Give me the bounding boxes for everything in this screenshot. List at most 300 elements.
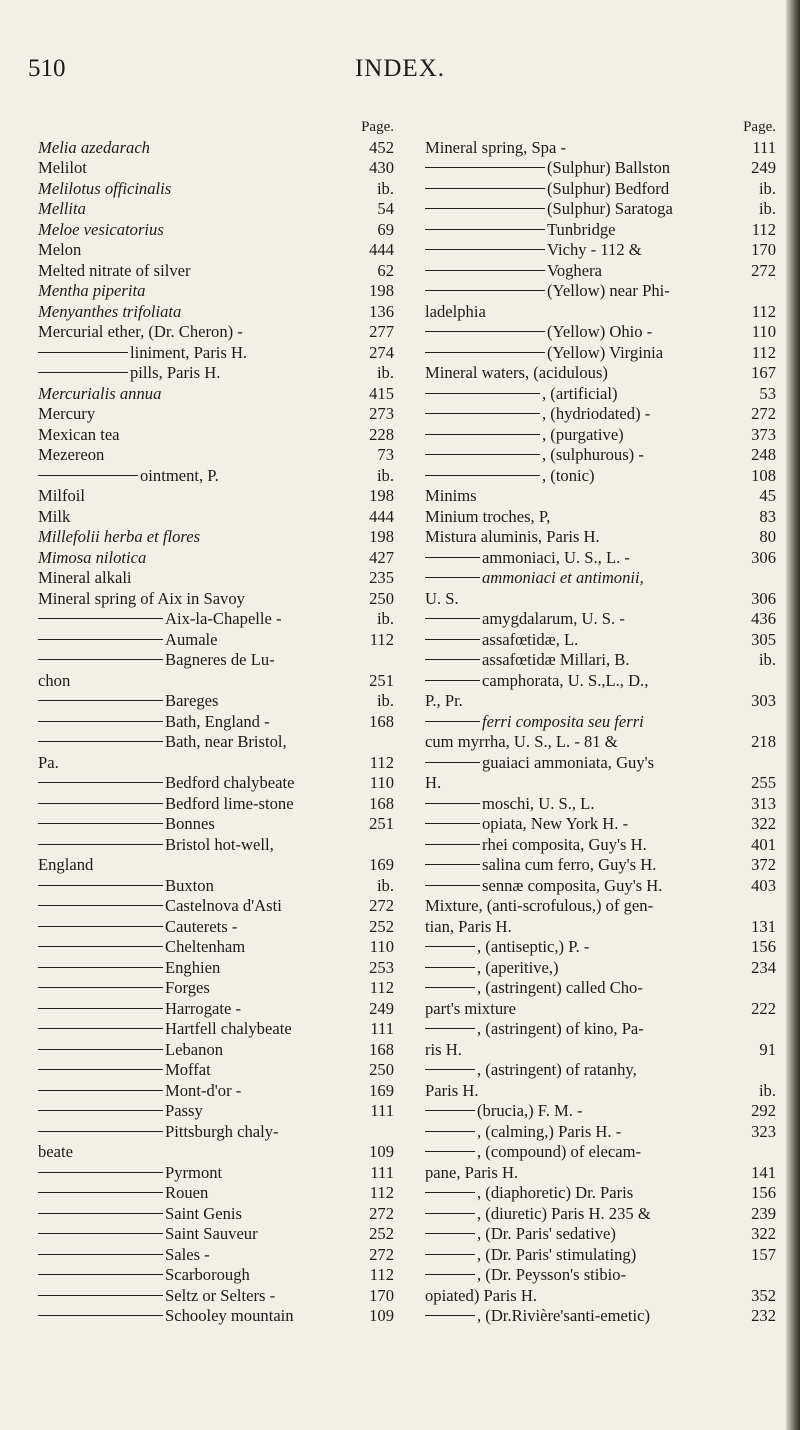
- ditto-rule: [38, 1131, 163, 1132]
- entry-text: , (diuretic) Paris H. 235 &: [477, 1203, 651, 1223]
- entry-text: Bedford lime-stone: [165, 793, 294, 813]
- entry-page: 169: [369, 855, 394, 874]
- entry-text: (Yellow) Ohio -: [547, 322, 653, 341]
- page-header: [20, 55, 780, 95]
- index-entry: [38, 876, 394, 897]
- entry-text: Menyanthes trifoliata: [38, 301, 182, 321]
- index-entry: [38, 466, 394, 487]
- entry-text: assafœtidæ, L.: [482, 629, 579, 649]
- index-entry: [425, 384, 776, 405]
- entry-page: 306: [751, 588, 776, 608]
- entry-text: Cauterets -: [165, 916, 238, 936]
- entry-page: 111: [370, 1162, 394, 1182]
- entry-text: , (Dr.Rivière'santi-emetic): [477, 1306, 651, 1325]
- entry-page: 198: [369, 527, 394, 546]
- ditto-rule: [38, 1028, 163, 1029]
- entry-page: 239: [751, 1203, 776, 1223]
- ditto-rule: [425, 557, 480, 558]
- index-entry: [425, 1245, 776, 1266]
- entry-page: 255: [751, 773, 776, 792]
- index-entry: [38, 158, 394, 179]
- index-entry: [425, 712, 776, 733]
- entry-page: 228: [369, 424, 394, 444]
- entry-text: Lebanon: [165, 1039, 224, 1059]
- index-entry: [38, 630, 394, 651]
- index-entry: [425, 978, 776, 999]
- entry-text: pills, Paris H.: [130, 363, 221, 382]
- index-entry: [38, 404, 394, 425]
- index-entry: [425, 343, 776, 364]
- index-entry: [38, 445, 394, 466]
- index-entry: [38, 240, 394, 261]
- index-entry: [425, 1306, 776, 1327]
- entry-text: Harrogate -: [165, 998, 242, 1018]
- ditto-rule: [38, 905, 163, 906]
- entry-page: 141: [751, 1162, 776, 1182]
- entry-page: 112: [369, 1265, 394, 1284]
- entry-text: Mentha piperita: [38, 281, 146, 300]
- index-entry: [38, 937, 394, 958]
- entry-text: Voghera: [547, 260, 602, 280]
- entry-text: , (astringent) called Cho-: [477, 978, 643, 997]
- ditto-rule: [38, 844, 163, 845]
- entry-text: (Yellow) Virginia: [547, 342, 664, 362]
- index-entry: [38, 855, 394, 876]
- entry-page: 322: [751, 1224, 776, 1243]
- entry-page: 234: [751, 957, 776, 977]
- index-entry: [38, 814, 394, 835]
- entry-page: 436: [751, 609, 776, 628]
- ditto-rule: [425, 987, 475, 988]
- index-entry: [38, 835, 394, 856]
- entry-page: 373: [751, 424, 776, 444]
- entry-page: 109: [369, 1306, 394, 1325]
- ditto-rule: [425, 167, 545, 168]
- entry-page: 250: [369, 1060, 394, 1079]
- ditto-rule: [425, 680, 480, 681]
- ditto-rule: [425, 1028, 475, 1029]
- entry-text: rhei composita, Guy's H.: [482, 834, 647, 854]
- index-entry: [38, 1224, 394, 1245]
- index-entry: [38, 568, 394, 589]
- entry-text: , (antiseptic,) P. -: [477, 937, 590, 956]
- entry-page: 156: [751, 937, 776, 956]
- entry-text: Mistura aluminis, Paris H.: [425, 527, 600, 546]
- entry-text: Millefolii herba et flores: [38, 527, 201, 546]
- entry-page: ib.: [758, 1080, 776, 1100]
- entry-page: 198: [369, 281, 394, 300]
- left-column: [38, 117, 394, 1327]
- ditto-rule: [425, 188, 545, 189]
- entry-page: ib.: [376, 178, 394, 198]
- entry-page: 54: [377, 199, 394, 218]
- ditto-rule: [425, 577, 480, 578]
- ditto-rule: [425, 208, 545, 209]
- entry-page: 415: [369, 383, 394, 403]
- index-entry: [38, 363, 394, 384]
- entry-text: Mercury: [38, 404, 96, 423]
- index-entry: [38, 1060, 394, 1081]
- entry-text: Paris H.: [425, 1080, 479, 1100]
- index-entry: [425, 261, 776, 282]
- ditto-rule: [425, 393, 540, 394]
- index-entry: [425, 302, 776, 323]
- entry-text: (Sulphur) Bedford: [547, 178, 670, 198]
- index-entry: [425, 1224, 776, 1245]
- ditto-rule: [425, 352, 545, 353]
- entry-text: Meloe vesicatorius: [38, 219, 164, 239]
- ditto-rule: [425, 618, 480, 619]
- entry-text: Bareges: [165, 691, 219, 710]
- entry-text: , (calming,) Paris H. -: [477, 1121, 622, 1141]
- entry-page: 251: [369, 814, 394, 833]
- entry-text: Mineral spring, Spa -: [425, 137, 567, 157]
- entry-page: 253: [369, 957, 394, 977]
- index-entry: [38, 179, 394, 200]
- ditto-rule: [425, 1254, 475, 1255]
- index-entry: [425, 1101, 776, 1122]
- entry-text: Mellita: [38, 199, 86, 218]
- ditto-rule: [425, 659, 480, 660]
- entry-page: 250: [369, 588, 394, 608]
- index-entry: [38, 527, 394, 548]
- entry-page: 313: [751, 793, 776, 813]
- index-entry: [425, 1286, 776, 1307]
- entry-text: Mexican tea: [38, 424, 120, 444]
- entry-page: 272: [369, 1203, 394, 1223]
- entry-page: 273: [369, 404, 394, 423]
- entry-page: 372: [751, 855, 776, 874]
- index-entry: [425, 527, 776, 548]
- entry-page: 170: [751, 240, 776, 259]
- ditto-rule: [425, 639, 480, 640]
- index-entry: [425, 466, 776, 487]
- entry-page: 323: [751, 1121, 776, 1141]
- entry-text: Mixture, (anti-scrofulous,) of gen-: [425, 896, 654, 915]
- index-entry: [38, 671, 394, 692]
- index-entry: [425, 691, 776, 712]
- entry-text: Mineral waters, (acidulous): [425, 363, 608, 382]
- entry-page: 156: [751, 1183, 776, 1202]
- entry-page: 91: [759, 1039, 776, 1059]
- entry-text: amygdalarum, U. S. -: [482, 609, 625, 628]
- index-entry: [38, 138, 394, 159]
- index-entry: [38, 507, 394, 528]
- entry-text: (Sulphur) Ballston: [547, 158, 671, 177]
- entry-text: ferri composita seu ferri: [482, 711, 644, 731]
- entry-text: Passy: [165, 1101, 203, 1120]
- page-title: INDEX.: [354, 55, 445, 82]
- entry-page: 112: [751, 342, 776, 362]
- ditto-rule: [425, 844, 480, 845]
- index-entry: [425, 896, 776, 917]
- entry-text: Scarborough: [165, 1265, 250, 1284]
- index-entry: [38, 917, 394, 938]
- index-entry: [425, 240, 776, 261]
- entry-text: Mineral spring of Aix in Savoy: [38, 588, 245, 608]
- entry-page: 53: [759, 383, 776, 403]
- entry-text: ammoniaci et antimonii,: [482, 568, 644, 587]
- entry-text: Mineral alkali: [38, 568, 132, 587]
- entry-text: sennæ composita, Guy's H.: [482, 875, 663, 895]
- ditto-rule: [38, 946, 163, 947]
- index-entry: [425, 486, 776, 507]
- entry-text: U. S.: [425, 588, 459, 608]
- entry-text: (brucia,) F. M. -: [477, 1101, 583, 1120]
- entry-page: 83: [759, 506, 776, 526]
- entry-text: Moffat: [165, 1060, 211, 1079]
- index-entry: [38, 548, 394, 569]
- index-entry: [425, 835, 776, 856]
- entry-page: 252: [369, 916, 394, 936]
- index-entry: [38, 486, 394, 507]
- index-entry: [38, 1265, 394, 1286]
- ditto-rule: [38, 352, 128, 353]
- entry-page: 235: [369, 568, 394, 587]
- index-entry: [425, 1019, 776, 1040]
- entry-text: , (sulphurous) -: [542, 445, 644, 464]
- entry-text: Bath, near Bristol,: [165, 732, 287, 751]
- entry-text: assafœtidæ Millari, B.: [482, 650, 630, 669]
- index-entry: [38, 773, 394, 794]
- entry-text: Mercurial ether, (Dr. Cheron) -: [38, 322, 243, 341]
- entry-page: 274: [369, 342, 394, 362]
- entry-text: Melia azedarach: [38, 137, 150, 157]
- entry-text: Castelnova d'Asti: [165, 896, 282, 915]
- index-entry: [38, 978, 394, 999]
- index-entry: [425, 773, 776, 794]
- index-entry: [425, 322, 776, 343]
- entry-text: part's mixture: [425, 998, 517, 1018]
- ditto-rule: [425, 475, 540, 476]
- ditto-rule: [38, 639, 163, 640]
- ditto-rule: [38, 1295, 163, 1296]
- index-entry: [425, 404, 776, 425]
- index-entry: [425, 609, 776, 630]
- entry-text: Bedford chalybeate: [165, 773, 295, 792]
- index-entry: [425, 999, 776, 1020]
- index-entry: [425, 1204, 776, 1225]
- index-entry: [38, 1081, 394, 1102]
- index-entry: [425, 937, 776, 958]
- index-entry: [38, 1019, 394, 1040]
- index-entry: [425, 1081, 776, 1102]
- entry-text: , (Dr. Paris' sedative): [477, 1224, 616, 1243]
- index-entry: [425, 650, 776, 671]
- left-entry-list: [38, 138, 394, 1327]
- entry-page: ib.: [376, 465, 394, 485]
- ditto-rule: [425, 1274, 475, 1275]
- entry-page: 167: [751, 363, 776, 382]
- index-entry: [425, 1142, 776, 1163]
- index-entry: [38, 958, 394, 979]
- entry-page: ib.: [376, 691, 394, 710]
- index-entry: [38, 1122, 394, 1143]
- entry-page: 112: [369, 978, 394, 997]
- index-entry: [38, 1101, 394, 1122]
- entry-page: 69: [377, 219, 394, 239]
- entry-text: , (Dr. Paris' stimulating): [477, 1244, 637, 1264]
- ditto-rule: [38, 1090, 163, 1091]
- ditto-rule: [425, 1192, 475, 1193]
- entry-page: 112: [369, 752, 394, 772]
- ditto-rule: [425, 434, 540, 435]
- ditto-rule: [425, 1233, 475, 1234]
- left-column-heading: Page.: [361, 119, 394, 135]
- entry-page: ib.: [376, 363, 394, 382]
- index-entry: [425, 220, 776, 241]
- ditto-rule: [38, 1254, 163, 1255]
- entry-page: ib.: [758, 199, 776, 218]
- index-entry: [425, 1040, 776, 1061]
- entry-page: 306: [751, 547, 776, 567]
- entry-text: beate: [38, 1142, 74, 1161]
- ditto-rule: [38, 1069, 163, 1070]
- index-entry: [425, 138, 776, 159]
- entry-page: 170: [369, 1285, 394, 1305]
- entry-page: 277: [369, 322, 394, 341]
- entry-page: 111: [370, 1101, 394, 1120]
- page-edge: [786, 0, 800, 1430]
- entry-page: 249: [751, 158, 776, 177]
- entry-page: 168: [369, 1039, 394, 1059]
- entry-page: ib.: [758, 650, 776, 669]
- entry-page: 108: [751, 465, 776, 485]
- ditto-rule: [38, 1110, 163, 1111]
- index-entry: [38, 1204, 394, 1225]
- index-entry: [38, 896, 394, 917]
- entry-text: ladelphia: [425, 301, 486, 321]
- entry-page: 45: [759, 486, 776, 505]
- entry-page: 272: [369, 1244, 394, 1264]
- ditto-rule: [38, 823, 163, 824]
- index-entry: [38, 712, 394, 733]
- index-entry: [425, 958, 776, 979]
- index-entry: [38, 794, 394, 815]
- ditto-rule: [425, 229, 545, 230]
- ditto-rule: [425, 1110, 475, 1111]
- index-entry: [38, 322, 394, 343]
- ditto-rule: [38, 926, 163, 927]
- index-entry: [38, 199, 394, 220]
- index-entry: [425, 507, 776, 528]
- right-entry-list: [425, 138, 776, 1327]
- entry-page: 401: [751, 834, 776, 854]
- index-entry: [38, 384, 394, 405]
- ditto-rule: [38, 721, 163, 722]
- entry-text: H.: [425, 773, 442, 792]
- entry-page: 322: [751, 814, 776, 833]
- entry-page: 452: [369, 137, 394, 157]
- index-entry: [38, 753, 394, 774]
- entry-text: (Yellow) near Phi-: [547, 281, 670, 300]
- entry-text: Tunbridge: [547, 219, 616, 239]
- index-entry: [38, 1040, 394, 1061]
- ditto-rule: [425, 249, 545, 250]
- ditto-rule: [38, 1315, 163, 1316]
- ditto-rule: [425, 290, 545, 291]
- ditto-rule: [38, 1274, 163, 1275]
- index-entry: [425, 281, 776, 302]
- entry-page: 111: [752, 137, 776, 157]
- ditto-rule: [38, 1192, 163, 1193]
- entry-text: Seltz or Selters -: [165, 1285, 276, 1305]
- entry-text: , (artificial): [542, 383, 618, 403]
- ditto-rule: [38, 885, 163, 886]
- entry-text: , (hydriodated) -: [542, 404, 651, 423]
- entry-text: Melon: [38, 240, 82, 259]
- index-entry: [38, 343, 394, 364]
- index-entry: [38, 281, 394, 302]
- index-entry: [425, 425, 776, 446]
- ditto-rule: [425, 885, 480, 886]
- index-entry: [425, 671, 776, 692]
- entry-text: Mimosa nilotica: [38, 547, 147, 567]
- entry-page: 352: [751, 1285, 776, 1305]
- entry-text: Forges: [165, 978, 210, 997]
- ditto-rule: [425, 823, 480, 824]
- entry-text: Milfoil: [38, 486, 86, 505]
- entry-page: 232: [751, 1306, 776, 1325]
- entry-page: 248: [751, 445, 776, 464]
- entry-page: ib.: [376, 875, 394, 895]
- index-entry: [425, 855, 776, 876]
- ditto-rule: [425, 1213, 475, 1214]
- entry-text: liniment, Paris H.: [130, 342, 248, 362]
- index-entry: [425, 1183, 776, 1204]
- ditto-rule: [38, 1172, 163, 1173]
- entry-text: ammoniaci, U. S., L. -: [482, 547, 630, 567]
- entry-text: Melilotus officinalis: [38, 178, 172, 198]
- index-entry: [425, 1163, 776, 1184]
- index-entry: [425, 589, 776, 610]
- entry-page: 403: [751, 875, 776, 895]
- entry-page: 110: [369, 937, 394, 956]
- entry-text: Melted nitrate of silver: [38, 260, 191, 280]
- entry-page: 303: [751, 691, 776, 710]
- entry-page: 272: [751, 260, 776, 280]
- index-entry: [38, 589, 394, 610]
- index-entry: [38, 302, 394, 323]
- entry-text: Aumale: [165, 629, 218, 649]
- entry-page: 252: [369, 1224, 394, 1243]
- ditto-rule: [425, 967, 475, 968]
- ditto-rule: [38, 700, 163, 701]
- entry-page: 112: [751, 301, 776, 321]
- index-entry: [425, 1265, 776, 1286]
- entry-page: 112: [751, 219, 776, 239]
- entry-page: 136: [369, 301, 394, 321]
- ditto-rule: [38, 618, 163, 619]
- ditto-rule: [38, 1213, 163, 1214]
- index-entry: [425, 753, 776, 774]
- index-entry: [38, 1286, 394, 1307]
- entry-text: camphorata, U. S.,L., D.,: [482, 670, 649, 690]
- entry-text: Saint Sauveur: [165, 1224, 258, 1243]
- ditto-rule: [425, 1315, 475, 1316]
- entry-page: 112: [369, 1183, 394, 1202]
- entry-text: opiated) Paris H.: [425, 1285, 537, 1305]
- entry-text: Enghien: [165, 957, 221, 977]
- entry-text: cum myrrha, U. S., L. - 81 &: [425, 732, 618, 751]
- entry-text: , (astringent) of ratanhy,: [477, 1060, 637, 1079]
- entry-text: salina cum ferro, Guy's H.: [482, 855, 657, 874]
- entry-text: Vichy - 112 &: [547, 240, 642, 259]
- entry-page: 251: [369, 670, 394, 690]
- index-entry: [38, 425, 394, 446]
- entry-text: Cheltenham: [165, 937, 246, 956]
- entry-page: 444: [369, 506, 394, 526]
